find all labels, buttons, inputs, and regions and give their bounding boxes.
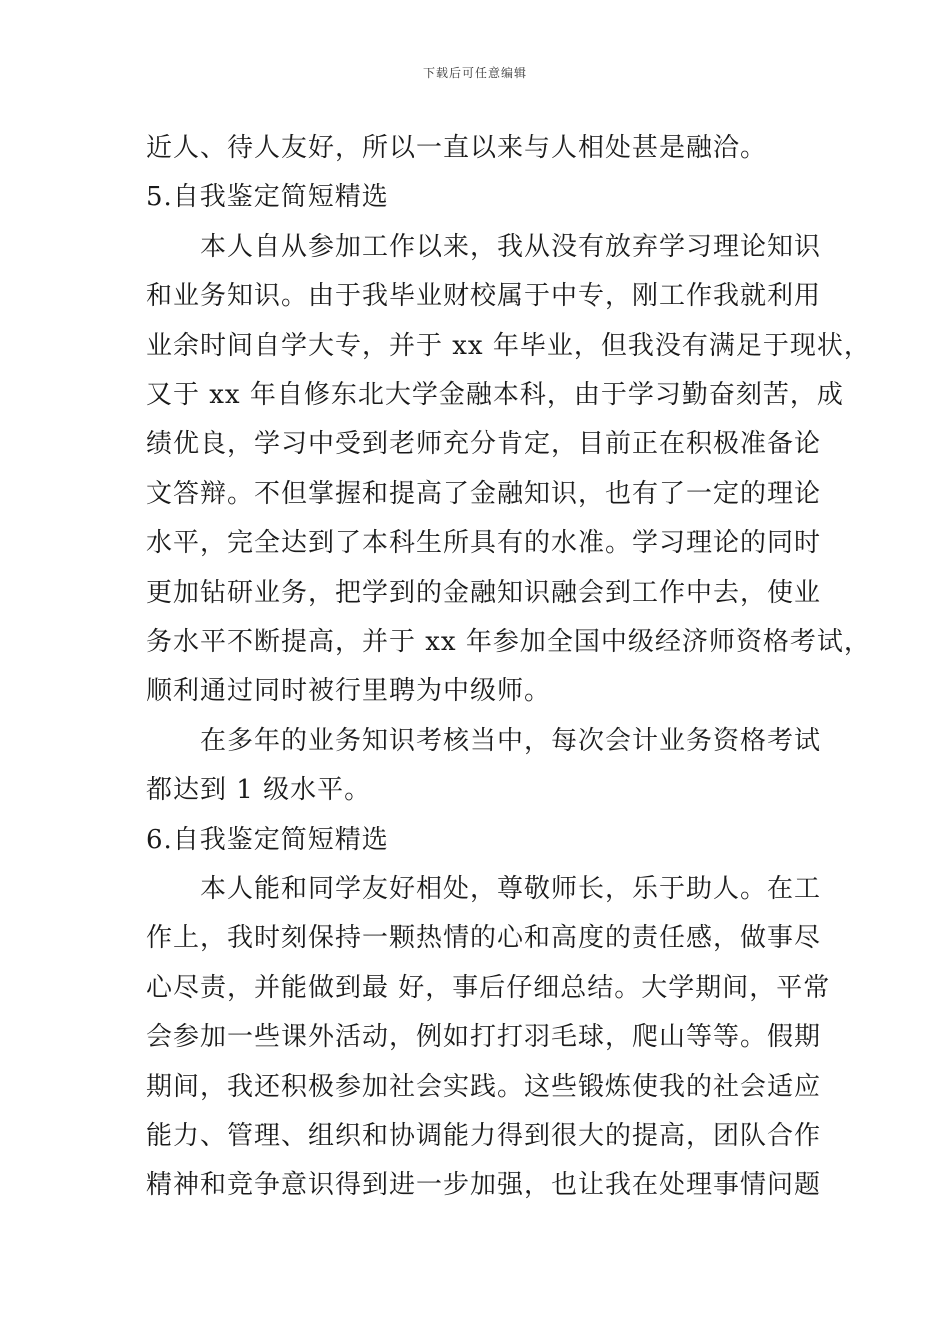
text-line: 作上，我时刻保持一颗热情的心和高度的责任感，做事尽 xyxy=(146,923,822,954)
text-line: 业余时间自学大专，并于 xx 年毕业，但我没有满足于现状， xyxy=(146,330,871,361)
section-heading: 5.自我鉴定简短精选 xyxy=(146,182,389,213)
text-line: 本人能和同学友好相处，尊敬师长，乐于助人。在工 xyxy=(200,874,822,904)
page-header: 下载后可任意编辑 xyxy=(422,66,527,80)
text-line: 水平，完全达到了本科生所具有的水准。学习理论的同时 xyxy=(146,528,822,559)
text-line: 能力、管理、组织和协调能力得到很大的提高，团队合作 xyxy=(146,1121,822,1151)
text-line: 本人自从参加工作以来，我从没有放弃学习理论知识 xyxy=(200,231,822,262)
text-line: 会参加一些课外活动，例如打打羽毛球，爬山等等。假期 xyxy=(146,1022,822,1053)
text-line: 精神和竞争意识得到进一步加强，也让我在处理事情问题 xyxy=(146,1170,822,1201)
text-line: 务水平不断提高，并于 xx 年参加全国中级经济师资格考试， xyxy=(146,627,871,657)
text-line: 文答辩。不但掌握和提高了金融知识，也有了一定的理论 xyxy=(146,478,822,509)
text-line: 更加钻研业务，把学到的金融知识融会到工作中去，使业 xyxy=(146,577,822,608)
text-line: 期间，我还积极参加社会实践。这些锻炼使我的社会适应 xyxy=(146,1071,822,1102)
text-line: 又于 xx 年自修东北大学金融本科，由于学习勤奋刻苦，成 xyxy=(146,380,844,410)
text-line: 绩优良，学习中受到老师充分肯定，目前正在积极准备论 xyxy=(146,429,822,460)
text-line: 顺利通过同时被行里聘为中级师。 xyxy=(146,676,552,707)
section-heading: 6.自我鉴定简短精选 xyxy=(146,824,389,855)
text-line: 都达到 1 级水平。 xyxy=(146,775,372,806)
text-line: 近人、待人友好，所以一直以来与人相处甚是融洽。 xyxy=(146,133,768,163)
text-line: 和业务知识。由于我毕业财校属于中专，刚工作我就利用 xyxy=(146,281,822,312)
text-line: 心尽责，并能做到最 好，事后仔细总结。大学期间，平常 xyxy=(146,972,831,1003)
text-line: 在多年的业务知识考核当中，每次会计业务资格考试 xyxy=(200,725,822,756)
